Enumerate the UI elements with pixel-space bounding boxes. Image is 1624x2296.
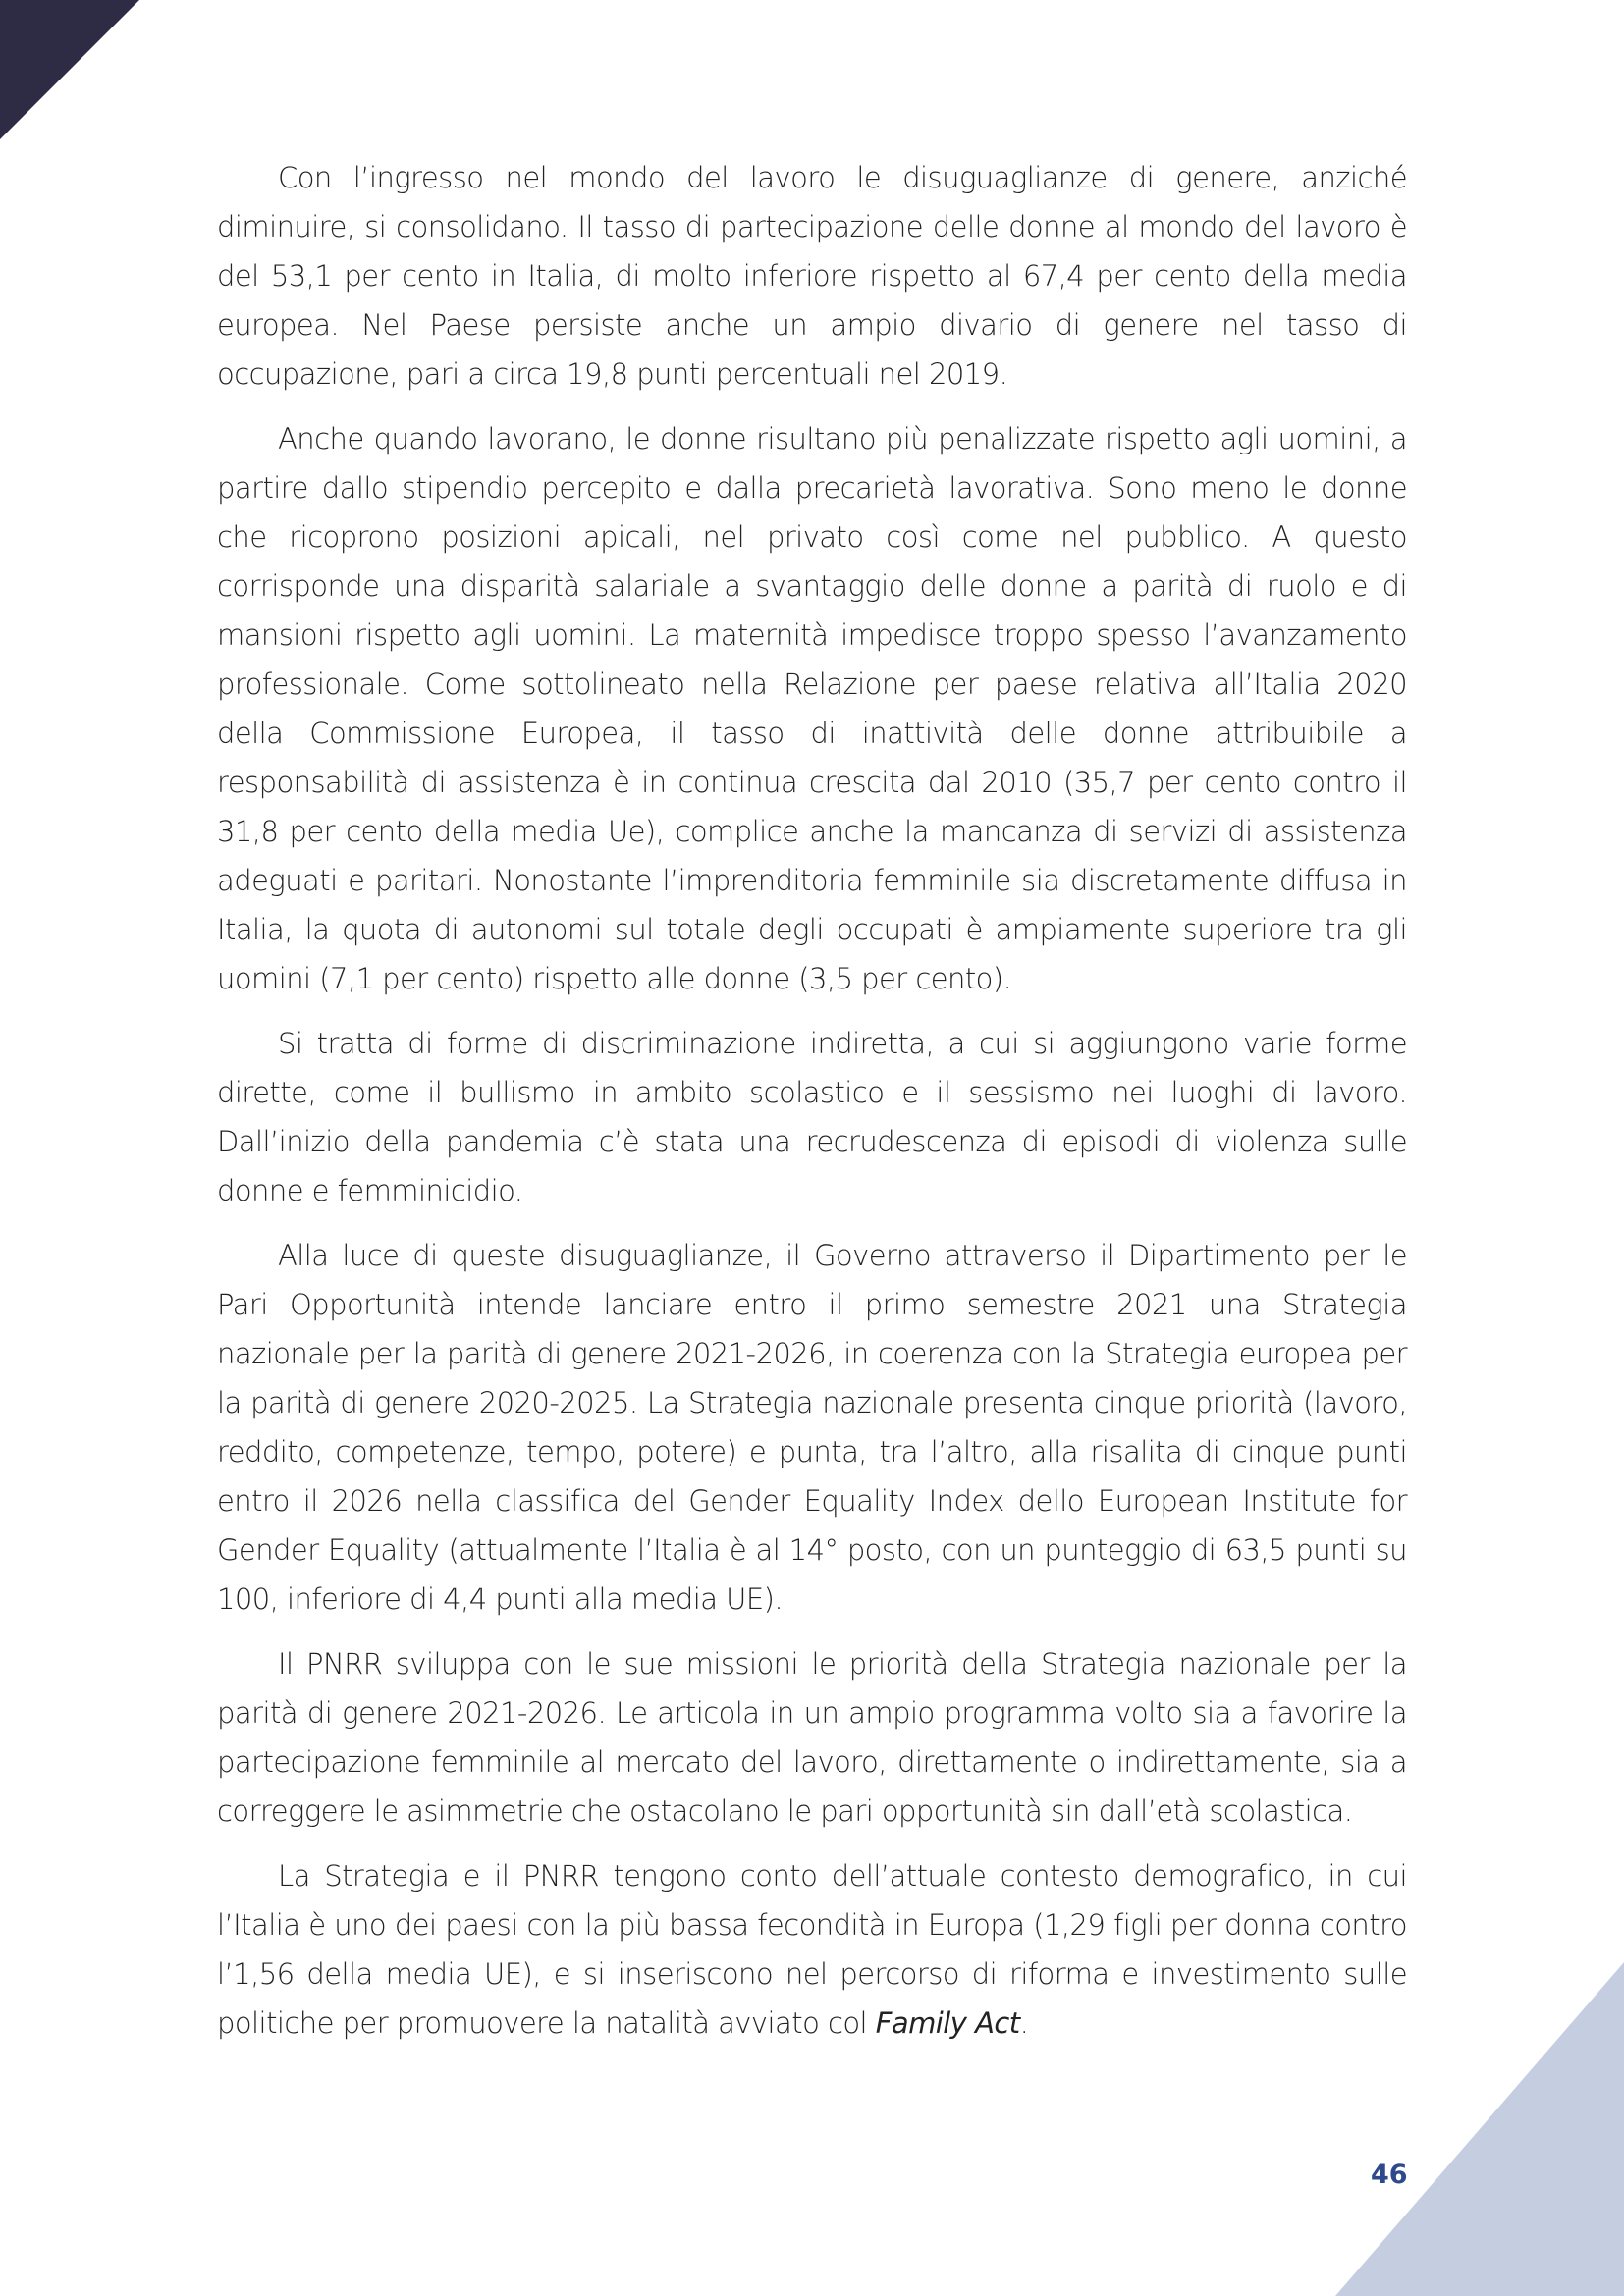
paragraph-punctuation: . (1019, 2006, 1029, 2040)
paragraph: Con l’ingresso nel mondo del lavoro le disuguaglianze di genere, anziché diminuire, si consolidano. Il tasso di partecipazione delle donne al mondo del lavoro è del 53,1 per cento in Italia, di molto inferiore rispetto al 67,4 per cento della media europea. Nel Paese persiste anche un ampio divario di genere nel tasso di occupazione, pari a circa 19,8 punti percentuali nel 2019. (217, 161, 1407, 391)
page-body (217, 153, 1407, 2063)
italic-term: Family Act (875, 2006, 1020, 2040)
paragraph: Anche quando lavorano, le donne risultano più penalizzate rispetto agli uomini, a partire dallo stipendio percepito e dalla precarietà lavorativa. Sono meno le donne che ricoprono posizioni apicali, nel privato così come nel pubblico. A questo corrisponde una disparità salariale a svantaggio delle donne a parità di ruolo e di mansioni rispetto agli uomini. La maternità impedisce troppo spesso l’avanzamento professionale. Come sottolineato nella Relazione per paese relativa all’Italia 2020 della Commissione Europea, il tasso di inattività delle donne attribuibile a responsabilità di assistenza è in continua crescita dal 2010 (35,7 per cento contro il 31,8 per cento della media Ue), complice anche la mancanza di servizi di assistenza adeguati e paritari. Nonostante l’imprenditoria femminile sia discretamente diffusa in Italia, la quota di autonomi sul totale degli occupati è ampiamente superiore tra gli uomini (7,1 per cento) rispetto alle donne (3,5 per cento). (217, 422, 1407, 995)
paragraph-text: La Strategia e il PNRR tengono conto dell’attuale contesto demografico, in cui l’Italia è uno dei paesi con la più bassa fecondità in Europa (1,29 figli per donna contro l’1,56 della media UE), e si inseriscono nel percorso di riforma e investimento sulle politiche per promuovere la natalità avviato col (217, 1859, 1407, 2040)
corner-decoration-top-left (0, 0, 139, 139)
page-number: 46 (1371, 2160, 1408, 2190)
paragraph: Si tratta di forme di discriminazione indiretta, a cui si aggiungono varie forme dirette, come il bullismo in ambito scolastico e il sessismo nei luoghi di lavoro. Dall’inizio della pandemia c’è stata una recrudescenza di episodi di violenza sulle donne e femminicidio. (217, 1027, 1407, 1207)
paragraph-last (217, 1851, 1407, 2048)
paragraph: Alla luce di queste disuguaglianze, il Governo attraverso il Dipartimento per le Pari Opportunità intende lanciare entro il primo semestre 2021 una Strategia nazionale per la parità di genere 2021-2026, in coerenza con la Strategia europea per la parità di genere 2020-2025. La Strategia nazionale presenta cinque priorità (lavoro, reddito, competenze, tempo, potere) e punta, tra l’altro, alla risalita di cinque punti entro il 2026 nella classifica del Gender Equality Index dello European Institute for Gender Equality (attualmente l’Italia è al 14° posto, con un punteggio di 63,5 punti su 100, inferiore di 4,4 punti alla media UE). (217, 1239, 1407, 1616)
paragraph: Il PNRR sviluppa con le sue missioni le priorità della Strategia nazionale per la parità di genere 2021-2026. Le articola in un ampio programma volto sia a favorire la partecipazione femminile al mercato del lavoro, direttamente o indirettamente, sia a correggere le asimmetrie che ostacolano le pari opportunità sin dall’età scolastica. (217, 1647, 1407, 1828)
